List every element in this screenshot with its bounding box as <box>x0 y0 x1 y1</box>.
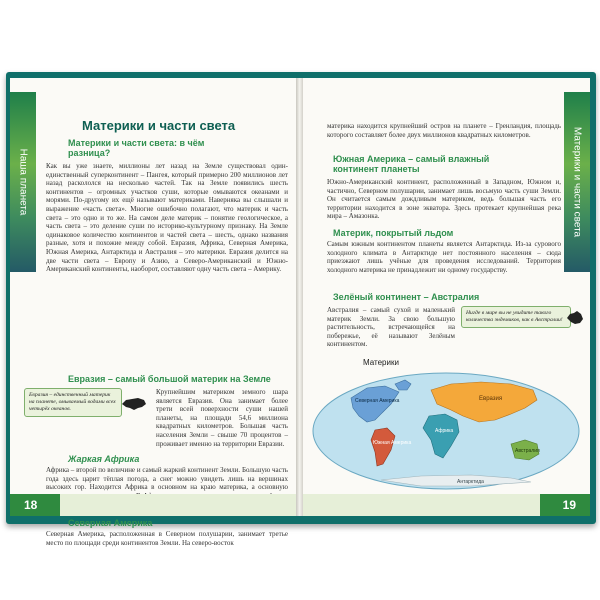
greenland-paragraph: материка находится крупнейший остров на планете – Гренландия, площадь которого составляет более двух миллионов квадратных километров. <box>327 122 561 139</box>
right-side-tab-label: Материки и части света <box>571 126 583 238</box>
left-side-tab <box>10 92 36 272</box>
right-side-tab <box>564 92 590 272</box>
page-title: Материки и части света <box>82 118 236 133</box>
australia-paragraph: Австралия – самый сухой и маленький материк Земли. За свою большую растительность, встречающейся на побережье, её называют Зелёным континентом. <box>327 306 455 349</box>
map-label-north-america: Северная Америка <box>355 398 400 404</box>
section-heading-continents-vs-parts: Материки и части света: в чём разница? <box>68 138 205 158</box>
map-label-south-america: Южная Америка <box>373 440 412 446</box>
antarctica-paragraph: Самым южным континентом планеты является Антарктида. Из-за сурового холодного климата в Антарктиде нет постоянного населения – сюда приезжают лишь учёные для проведения исследований. Территория холодного материка не принадлежит ни одному государству. <box>327 240 561 274</box>
eurasia-silhouette-icon <box>120 396 148 412</box>
map-label-antarctica: Антарктида <box>457 479 484 485</box>
right-footer <box>303 494 590 516</box>
section-heading-south-america: Южная Америка – самый влажный континент планеты <box>333 154 490 174</box>
section-heading-africa: Жаркая Африка <box>68 454 140 464</box>
map-title: Материки <box>363 358 399 367</box>
page-number-right: 19 <box>562 498 576 512</box>
callout-eurasia-text: Евразия – единственный материк на планете, омываемый водами всех четырёх океанов. <box>29 392 116 412</box>
map-label-australia: Австралия <box>515 448 540 454</box>
section-heading-north-america: Северная Америка <box>68 518 153 528</box>
south-america-paragraph: Южно-Американский континент, расположенный в Западном, Южном и, частично, Северном полушарии, занимает лишь восьмую часть суши Земли. Он считается самым дождливым материком, ведь большая часть его территории находится в зоне экватора. Здесь протекает крупнейшая река мира – Амазонка. <box>327 178 561 221</box>
callout-australia <box>461 306 571 328</box>
australia-silhouette-icon <box>565 310 585 326</box>
section-heading-antarctica: Материк, покрытый льдом <box>333 228 454 238</box>
intro-paragraph: Как вы уже знаете, миллионы лет назад на Земле существовал один-единственный суперконтинент – Пангея, который примерно 200 миллионов лет назад раскололся на несколько частей. Так на Земле появились шесть континентов – огромных участков суши, которые омываются океанами и морями. По-другому их ещё называют материками. Наверняка вы слышали и выражение «часть света». Многие ошибочно полагают, что материк и часть света – это одно и то же. На самом деле материк – понятие геологическое, а часть света – это деление суши по историко-культурному признаку. На Земле одинаковое количество континентов и частей света – шесть, однако названия разные, хотя и похожие между собой. Евразия, Африка, Северная Америка, Южная Америка, Антарктида и Австралия – это материки. Евразия делится на две части света – Европу и Азию, а Северо-Американский и Южно-Американский континенты, наоборот, составляют одну часть света – Америку. <box>46 162 288 274</box>
world-map <box>311 370 581 492</box>
map-label-africa: Африка <box>435 428 454 434</box>
section-heading-eurasia: Евразия – самый большой материк на Земле <box>68 374 271 384</box>
left-page <box>10 78 297 547</box>
callout-australia-text: Нигде в мире вы не увидите такого количества эндемиков, как в Австралии! <box>466 310 563 323</box>
africa-paragraph: Африка – второй по величине и самый жаркий континент Земли. Большую часть года здесь царит тёплая погода, а снег можно увидеть лишь на вершинах высоких гор. Находится Африка в основном на краю материка, а основную <box>46 466 288 492</box>
left-side-tab-label: Наша планета <box>17 148 29 216</box>
section-heading-australia: Зелёный континент – Австралия <box>333 292 480 302</box>
map-label-eurasia: Евразия <box>479 396 503 402</box>
page-number-left: 18 <box>24 498 38 512</box>
callout-eurasia <box>24 388 122 417</box>
eurasia-paragraph: Крупнейшим материком земного шара является Евразия. Она занимает более трети всей поверхности суши нашей планеты, на площади 54,6 миллиона квадратных километров. Большая часть населения Земли – свыше 70 процентов – проживает именно на территории Евразии. <box>156 388 288 448</box>
north-america-paragraph: Северная Америка, расположенная в Северном полушарии, занимает третье место по площади среди континентов Земли. На северо-восток <box>46 530 288 547</box>
right-page <box>303 78 590 516</box>
left-footer <box>10 494 297 516</box>
